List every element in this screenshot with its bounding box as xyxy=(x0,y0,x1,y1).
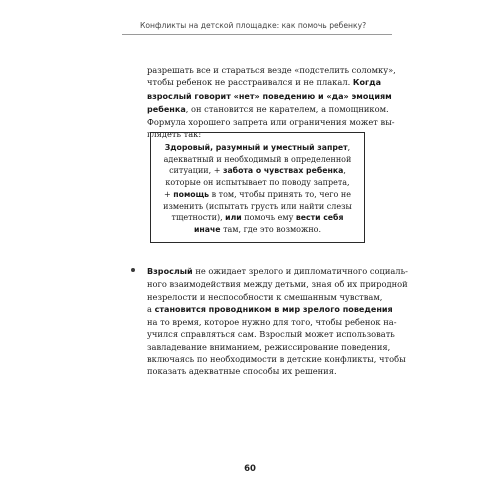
bold-text: иначе xyxy=(193,224,221,234)
body-paragraph xyxy=(147,64,396,141)
text-run: которые он испытывает по поводу запрета, xyxy=(165,178,350,188)
text-line xyxy=(147,328,395,340)
text-line xyxy=(147,90,392,103)
text-run: , xyxy=(343,166,346,176)
text-run: тщетности), xyxy=(171,213,226,223)
bold-text: Взрослый xyxy=(147,267,193,276)
text-line xyxy=(159,154,356,166)
text-run: , xyxy=(347,143,351,152)
text-run: завладевание вниманием, режиссирование поведения, xyxy=(147,341,391,352)
bullet-icon xyxy=(131,268,135,272)
text-run: помочь ему xyxy=(241,213,296,223)
text-run: учился справляться сам. Взрослый может использовать xyxy=(147,329,395,340)
text-line xyxy=(147,291,383,303)
formula-box xyxy=(150,132,365,243)
text-line xyxy=(159,212,356,224)
text-run: изменить (испытать грусть или найти слезы xyxy=(163,201,352,211)
text-run: незрелости и неспособности к смешанным чувствам, xyxy=(147,291,383,302)
text-run: + xyxy=(164,189,174,199)
text-line xyxy=(147,316,397,328)
text-line xyxy=(147,64,396,76)
bold-text: взрослый говорит «нет» поведению и «да» эмоциям xyxy=(147,91,392,101)
text-run: чтобы ребенок не расстраивался и не плакал. xyxy=(147,77,353,88)
text-line xyxy=(147,278,408,290)
text-run: показать адекватные способы их решения. xyxy=(147,366,337,377)
text-run: на то время, которое нужно для того, чтобы ребенок на- xyxy=(147,317,397,328)
bold-text: Когда xyxy=(352,78,382,88)
text-run: , он становится не карателем, а помощником. xyxy=(185,103,389,114)
text-run: включаясь по необходимости в детские конфликты, чтобы xyxy=(147,354,406,365)
text-line xyxy=(159,142,356,154)
bold-text: Здоровый, разумный и уместный запрет xyxy=(164,143,348,152)
text-line xyxy=(147,76,382,89)
text-run: разрешать все и стараться везде «подстелить соломку», xyxy=(147,65,396,75)
text-line xyxy=(159,224,356,236)
running-header: Конфликты на детской площадке: как помочь ребенку? xyxy=(140,21,367,30)
text-run: там, где это возможно. xyxy=(220,224,322,234)
bullet-list-item xyxy=(147,265,408,378)
bold-text: забота о чувствах ребенка xyxy=(222,166,344,176)
text-run: ного взаимодействия между детьми, зная об их природной xyxy=(147,279,408,290)
text-line xyxy=(147,116,395,128)
text-line xyxy=(147,341,391,353)
text-line xyxy=(147,365,373,377)
text-run: Формула хорошего запрета или ограничения может вы- xyxy=(147,117,395,128)
text-line xyxy=(147,353,406,365)
bold-text: ребенка xyxy=(147,104,186,114)
text-run: не ожидает зрелого и дипломатичного социаль- xyxy=(192,266,408,276)
bold-text: вести себя xyxy=(295,213,344,223)
text-line xyxy=(147,303,393,316)
text-run: в том, чтобы принять то, чего не xyxy=(209,189,351,199)
text-run: глядеть так: xyxy=(147,129,202,140)
bold-text: или xyxy=(225,213,242,223)
text-line xyxy=(147,265,408,278)
bold-text: помощь xyxy=(173,189,210,199)
text-line xyxy=(159,201,356,213)
text-run: ситуации, + xyxy=(169,166,223,176)
text-line xyxy=(159,177,356,189)
text-run: а xyxy=(147,303,155,314)
text-line xyxy=(147,103,389,116)
bold-text: становится проводником в мир зрелого поведения xyxy=(154,304,393,314)
text-line xyxy=(159,189,356,201)
text-line xyxy=(159,165,356,177)
text-run: адекватный и необходимый в определенной xyxy=(163,154,352,164)
page-number: 60 xyxy=(244,464,256,474)
header-rule xyxy=(122,34,392,35)
